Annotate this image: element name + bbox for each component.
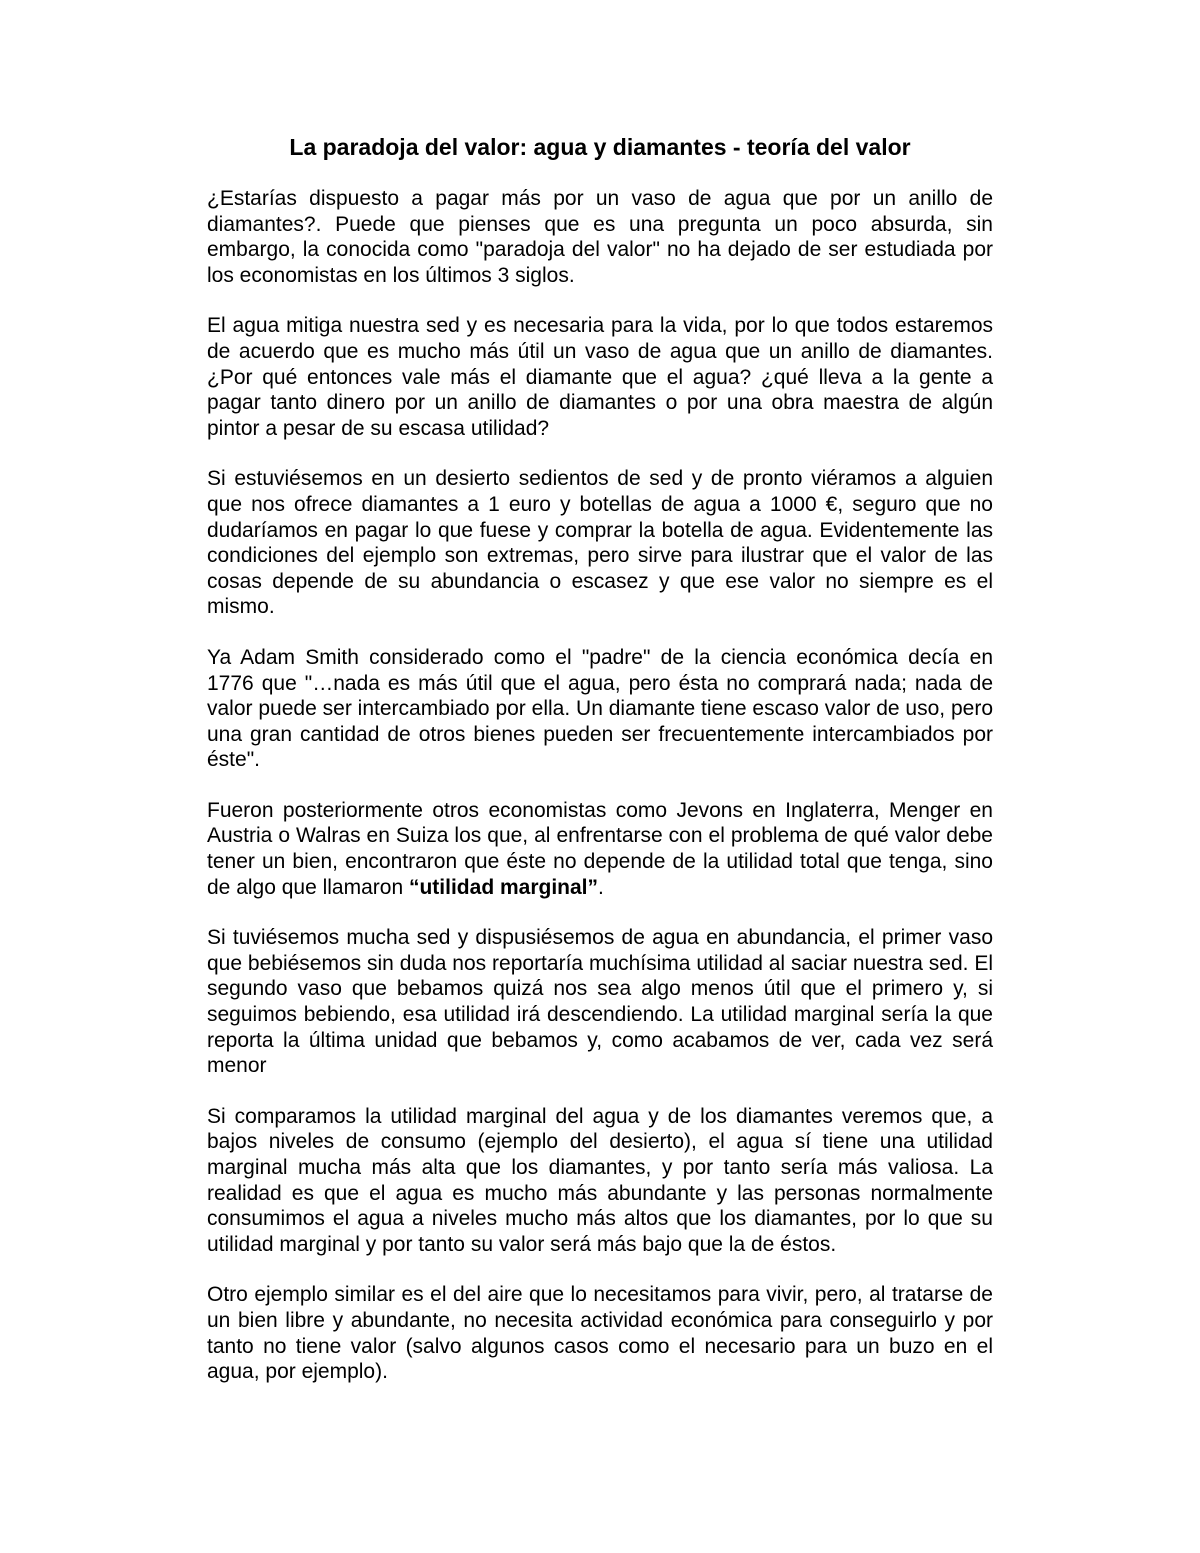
paragraph-5	[207, 798, 993, 900]
utilidad-marginal-term: “utilidad marginal”	[408, 875, 599, 899]
document-title: La paradoja del valor: agua y diamantes - teoría del valor	[289, 134, 911, 160]
paragraph-2: El agua mitiga nuestra sed y es necesaria para la vida, por lo que todos estaremos de acuerdo que es mucho más útil un vaso de agua que un anillo de diamantes. ¿Por qué entonces vale más el diamante que el agua? ¿qué lleva a la gente a pagar tanto dinero por un anillo de diamantes o por una obra maestra de algún pintor a pesar de su escasa utilidad?	[207, 314, 993, 440]
paragraph-3: Si estuviésemos en un desierto sedientos de sed y de pronto viéramos a alguien que nos ofrece diamantes a 1 euro y botellas de agua a 1000 €, seguro que no dudaríamos en pagar lo que fuese y comprar la botella de agua. Evidentemente las condiciones del ejemplo son extremas, pero sirve para ilustrar que el valor de las cosas depende de su abundancia o escasez y que ese valor no siempre es el mismo.	[207, 467, 993, 619]
paragraph-8: Otro ejemplo similar es el del aire que lo necesitamos para vivir, pero, al tratarse de un bien libre y abundante, no necesita actividad económica para conseguirlo y por tanto no tiene valor (salvo algunos casos como el necesario para un buzo en el agua, por ejemplo).	[207, 1283, 993, 1384]
paragraph-5-text: Fueron posteriormente otros economistas como Jevons en Inglaterra, Menger en Austria o Walras en Suiza los que, al enfrentarse con el problema de qué valor debe tener un bien, encontraron que éste no depende de la utilidad total que tenga, sino de algo que llamaron	[207, 798, 993, 899]
document-page	[207, 132, 993, 1410]
paragraph-7: Si comparamos la utilidad marginal del agua y de los diamantes veremos que, a bajos niveles de consumo (ejemplo del desierto), el agua sí tiene una utilidad marginal mucha más alta que los diamantes, y por tanto sería más valiosa. La realidad es que el agua es mucho más abundante y las personas normalmente consumimos el agua a niveles mucho más altos que los diamantes, por lo que su utilidad marginal y por tanto su valor será más bajo que la de éstos.	[207, 1104, 993, 1256]
paragraph-1: ¿Estarías dispuesto a pagar más por un vaso de agua que por un anillo de diamantes?. Puede que pienses que es una pregunta un poco absurda, sin embargo, la conocida como "paradoja del valor" no ha dejado de ser estudiada por los economistas en los últimos 3 siglos.	[207, 187, 993, 287]
paragraph-4: Ya Adam Smith considerado como el "padre" de la ciencia económica decía en 1776 que "…nada es más útil que el agua, pero ésta no comprará nada; nada de valor puede ser intercambiado por ella. Un diamante tiene escaso valor de uso, pero una gran cantidad de otros bienes pueden ser frecuentemente intercambiados por éste".	[207, 645, 993, 772]
paragraph-5-end: .	[598, 875, 604, 899]
paragraph-6: Si tuviésemos mucha sed y dispusiésemos de agua en abundancia, el primer vaso que bebiésemos sin duda nos reportaría muchísima utilidad al saciar nuestra sed. El segundo vaso que bebamos quizá nos sea algo menos útil que el primero y, si seguimos bebiendo, esa utilidad irá descendiendo. La utilidad marginal sería la que reporta la última unidad que bebamos y, como acabamos de ver, cada vez será menor	[207, 926, 993, 1078]
